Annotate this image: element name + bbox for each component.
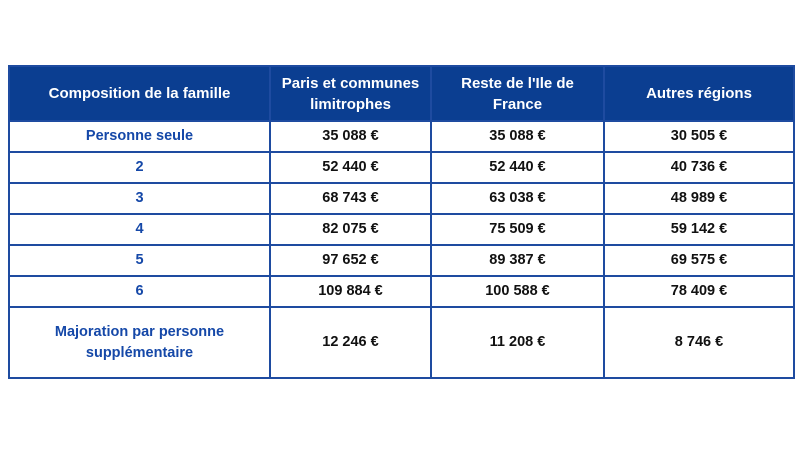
cell-autres-regions: 8 746 € <box>604 307 794 378</box>
table-row <box>9 276 794 307</box>
table-header-row <box>9 66 794 121</box>
cell-autres-regions: 59 142 € <box>604 214 794 245</box>
header-composition: Composition de la famille <box>9 66 270 121</box>
cell-paris: 82 075 € <box>270 214 431 245</box>
table-row <box>9 214 794 245</box>
cell-paris: 68 743 € <box>270 183 431 214</box>
cell-paris: 97 652 € <box>270 245 431 276</box>
cell-reste-idf: 11 208 € <box>431 307 604 378</box>
cell-reste-idf: 52 440 € <box>431 152 604 183</box>
row-label: 5 <box>9 245 270 276</box>
row-label: Majoration par personne supplémentaire <box>9 307 270 378</box>
row-label: 6 <box>9 276 270 307</box>
cell-reste-idf: 100 588 € <box>431 276 604 307</box>
cell-autres-regions: 78 409 € <box>604 276 794 307</box>
row-label: 4 <box>9 214 270 245</box>
cell-autres-regions: 69 575 € <box>604 245 794 276</box>
row-label: Personne seule <box>9 121 270 152</box>
table-row <box>9 307 794 378</box>
row-label: 3 <box>9 183 270 214</box>
cell-reste-idf: 35 088 € <box>431 121 604 152</box>
cell-autres-regions: 48 989 € <box>604 183 794 214</box>
cell-paris: 109 884 € <box>270 276 431 307</box>
header-reste-idf: Reste de l'Ile de France <box>431 66 604 121</box>
cell-reste-idf: 63 038 € <box>431 183 604 214</box>
table-row <box>9 183 794 214</box>
cell-paris: 12 246 € <box>270 307 431 378</box>
cell-autres-regions: 30 505 € <box>604 121 794 152</box>
income-ceiling-table <box>8 65 795 379</box>
table-row <box>9 245 794 276</box>
cell-autres-regions: 40 736 € <box>604 152 794 183</box>
cell-paris: 35 088 € <box>270 121 431 152</box>
cell-reste-idf: 75 509 € <box>431 214 604 245</box>
row-label: 2 <box>9 152 270 183</box>
table-row <box>9 121 794 152</box>
header-paris: Paris et communes limitrophes <box>270 66 431 121</box>
header-autres-regions: Autres régions <box>604 66 794 121</box>
cell-reste-idf: 89 387 € <box>431 245 604 276</box>
cell-paris: 52 440 € <box>270 152 431 183</box>
table-row <box>9 152 794 183</box>
